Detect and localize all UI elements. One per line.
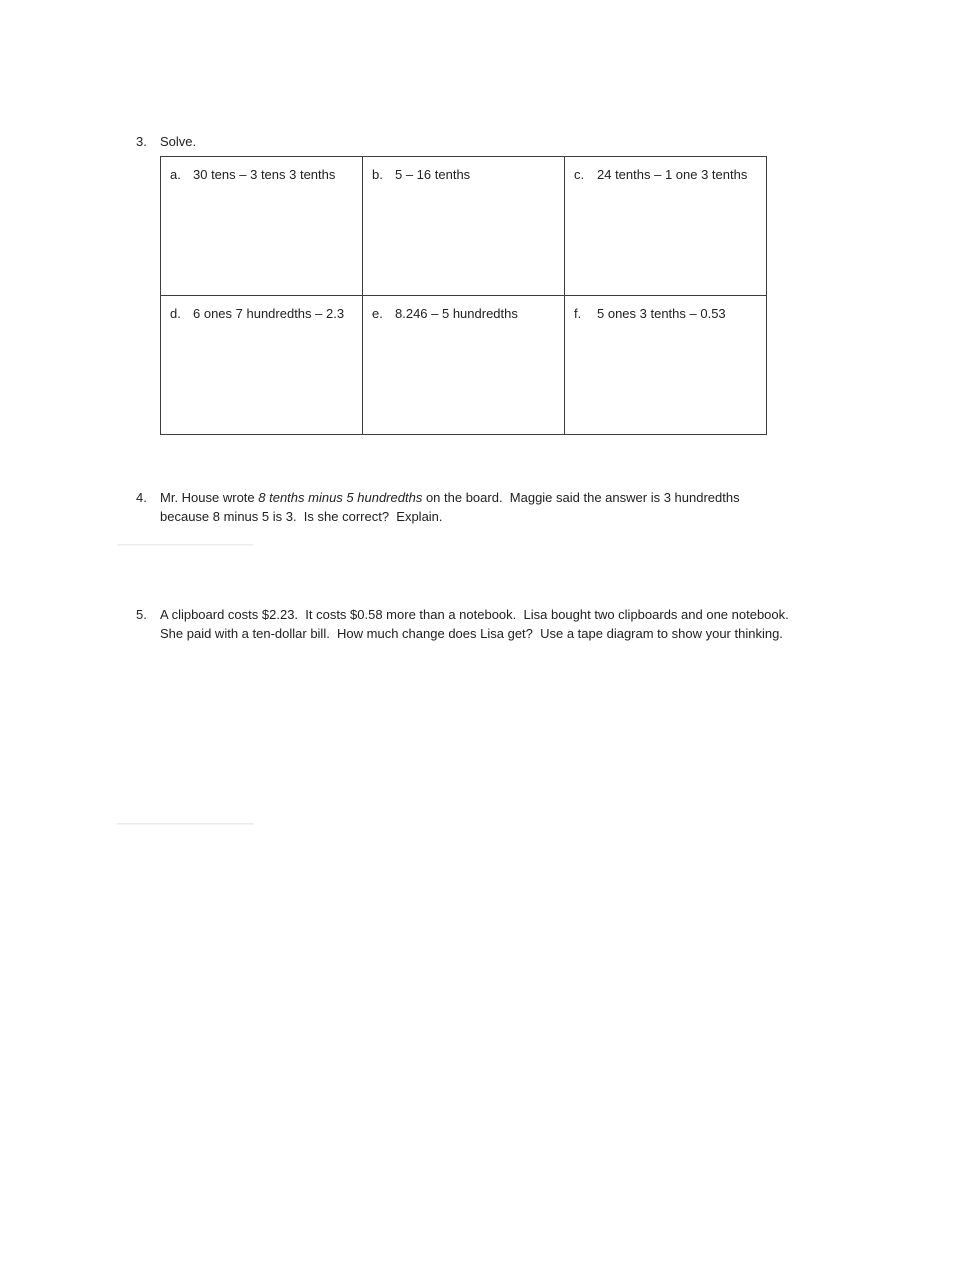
question-4-italic-phrase: 8 tenths minus 5 hundredths	[258, 490, 423, 505]
question-4-text-before: Mr. House wrote	[160, 490, 259, 505]
question-3-prompt: Solve.	[160, 134, 197, 149]
solve-table	[160, 156, 767, 435]
question-4-text	[160, 488, 788, 526]
question-4	[136, 488, 788, 526]
solve-cell-b-problem: 5 – 16 tenths	[395, 167, 471, 182]
question-5	[136, 605, 810, 643]
solve-table-row-2	[161, 296, 767, 435]
solve-table-row-1	[161, 157, 767, 296]
solve-cell-c-letter: c.	[574, 167, 585, 182]
solve-cell-e-letter: e.	[372, 306, 383, 321]
faint-rule	[117, 823, 254, 825]
solve-cell-d-letter: d.	[170, 306, 181, 321]
solve-cell-c-problem: 24 tenths – 1 one 3 tenths	[597, 167, 748, 182]
solve-cell-a	[161, 157, 363, 296]
solve-cell-f-letter: f.	[574, 306, 582, 321]
solve-cell-e-problem: 8.246 – 5 hundredths	[395, 306, 518, 321]
solve-cell-a-letter: a.	[170, 167, 181, 182]
solve-cell-d	[161, 296, 363, 435]
solve-cell-c	[565, 157, 767, 296]
faint-rule	[117, 544, 253, 546]
solve-cell-f	[565, 296, 767, 435]
solve-cell-a-problem: 30 tens – 3 tens 3 tenths	[193, 167, 336, 182]
question-4-number: 4.	[136, 490, 147, 505]
question-5-text: A clipboard costs $2.23. It costs $0.58 more than a notebook. Lisa bought two clipboards and one notebook. She paid with a ten-dollar bill. How much change does Lisa get? Use a tape diagram to show your thinking.	[160, 607, 796, 641]
solve-cell-f-problem: 5 ones 3 tenths – 0.53	[597, 306, 726, 321]
question-4-text-after: on the board. Maggie said the answer is 3 hundredths because 8 minus 5 is 3. Is she correct? Explain.	[160, 490, 744, 524]
question-3-number: 3.	[136, 134, 147, 149]
solve-cell-b-letter: b.	[372, 167, 383, 182]
solve-cell-d-problem: 6 ones 7 hundredths – 2.3	[193, 306, 345, 321]
question-5-number: 5.	[136, 607, 147, 622]
solve-cell-e	[363, 296, 565, 435]
question-3	[136, 132, 196, 151]
solve-cell-b	[363, 157, 565, 296]
